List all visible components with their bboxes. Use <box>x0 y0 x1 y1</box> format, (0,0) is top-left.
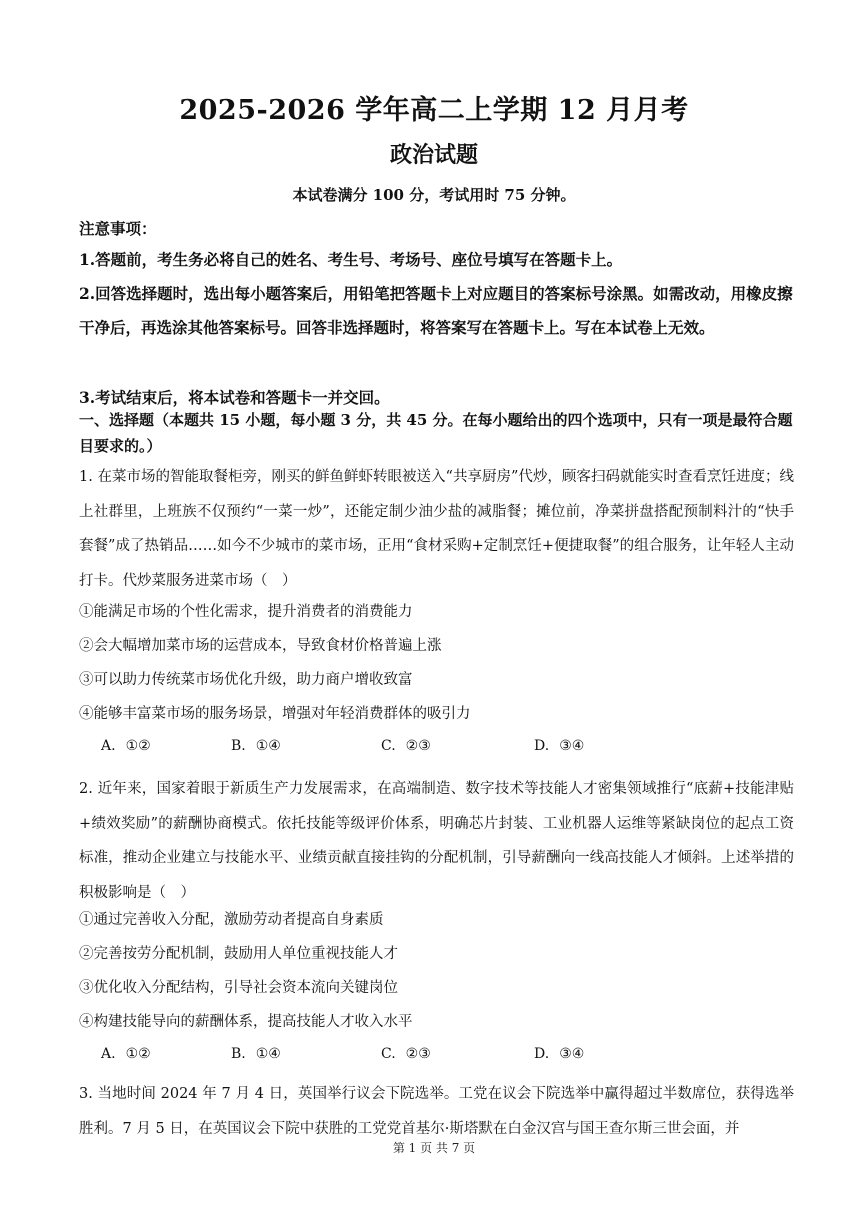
question-1-statement-1: ①能满足市场的个性化需求，提升消费者的消费能力 <box>79 604 413 620</box>
choice-d: D. ③④ <box>534 1046 585 1062</box>
choice-c: C. ②③ <box>381 738 431 754</box>
question-2-statement-1: ①通过完善收入分配，激励劳动者提高自身素质 <box>79 912 384 928</box>
exam-subject: 政治试题 <box>389 142 478 168</box>
question-2-statement-4: ④构建技能导向的薪酬体系，提高技能人才收入水平 <box>79 1014 413 1030</box>
question-1-statement-3: ③可以助力传统菜市场优化升级，助力商户增收致富 <box>79 672 413 688</box>
page-number: 第 1 页 共 7 页 <box>392 1141 476 1155</box>
question-2-statement-3: ③优化收入分配结构，引导社会资本流向关键岗位 <box>79 980 398 996</box>
question-1-stem: 1. 在菜市场的智能取餐柜旁，刚买的鲜鱼鲜虾转眼被送入“共享厨房”代炒，顾客扫码就能实时查看烹饪进度；线上社群里，上班族不仅预约“一菜一炒”，还能定制少油少盐的减脂餐；摊位前，净菜拼盘搭配预制料汁的“快手套餐”成了热销品……如今不少城市的菜市场，正用“食材采购+定制烹饪+便捷取餐”的组合服务，让年轻人主动打卡。代炒菜服务进菜市场（ ） <box>79 469 794 589</box>
question-2-statement-2: ②完善按劳分配机制，鼓励用人单位重视技能人才 <box>79 946 398 962</box>
question-1-statement-2: ②会大幅增加菜市场的运营成本，导致食材价格普遍上涨 <box>79 638 442 654</box>
question-3-stem: 3. 当地时间 2024 年 7 月 4 日，英国举行议会下院选举。工党在议会下院选举中赢得超过半数席位，获得选举胜利。7 月 5 日，在英国议会下院中获胜的工党党首基尔·斯塔默在白金汉宫与国王查尔斯三世会面，并 <box>79 1086 794 1137</box>
choice-b: B. ①④ <box>231 1046 281 1062</box>
question-1-choices <box>101 738 801 760</box>
question-2-choices <box>101 1046 801 1068</box>
exam-title: 2025-2026 学年高二上学期 12 月月考 <box>179 95 689 126</box>
note-item-2: 2.回答选择题时，选出每小题答案后，用铅笔把答题卡上对应题目的答案标号涂黑。如需改动，用橡皮擦干净后，再选涂其他答案标号。回答非选择题时，将答案写在答题卡上。写在本试卷上无效。 <box>79 284 793 337</box>
section-heading: 一、选择题（本题共 15 小题，每小题 3 分，共 45 分。在每小题给出的四个选项中，只有一项是最符合题目要求的。） <box>79 411 793 455</box>
exam-info: 本试卷满分 100 分，考试用时 75 分钟。 <box>292 186 576 204</box>
choice-d: D. ③④ <box>534 738 585 754</box>
note-item-3: 3.考试结束后，将本试卷和答题卡一并交回。 <box>79 388 390 407</box>
note-item-1: 1.答题前，考生务必将自己的姓名、考生号、考场号、座位号填写在答题卡上。 <box>79 250 623 269</box>
choice-a: A. ①② <box>101 738 151 754</box>
choice-a: A. ①② <box>101 1046 151 1062</box>
choice-b: B. ①④ <box>231 738 281 754</box>
notes-heading: 注意事项： <box>79 219 157 238</box>
choice-c: C. ②③ <box>381 1046 431 1062</box>
question-2-stem: 2. 近年来，国家着眼于新质生产力发展需求，在高端制造、数字技术等技能人才密集领域推行“底薪+技能津贴+绩效奖励”的薪酬协商模式。依托技能等级评价体系，明确芯片封装、工业机器人运维等紧缺岗位的起点工资标准，推动企业建立与技能水平、业绩贡献直接挂钩的分配机制，引导薪酬向一线高技能人才倾斜。上述举措的积极影响是（ ） <box>79 781 794 901</box>
question-1-statement-4: ④能够丰富菜市场的服务场景，增强对年轻消费群体的吸引力 <box>79 706 471 722</box>
